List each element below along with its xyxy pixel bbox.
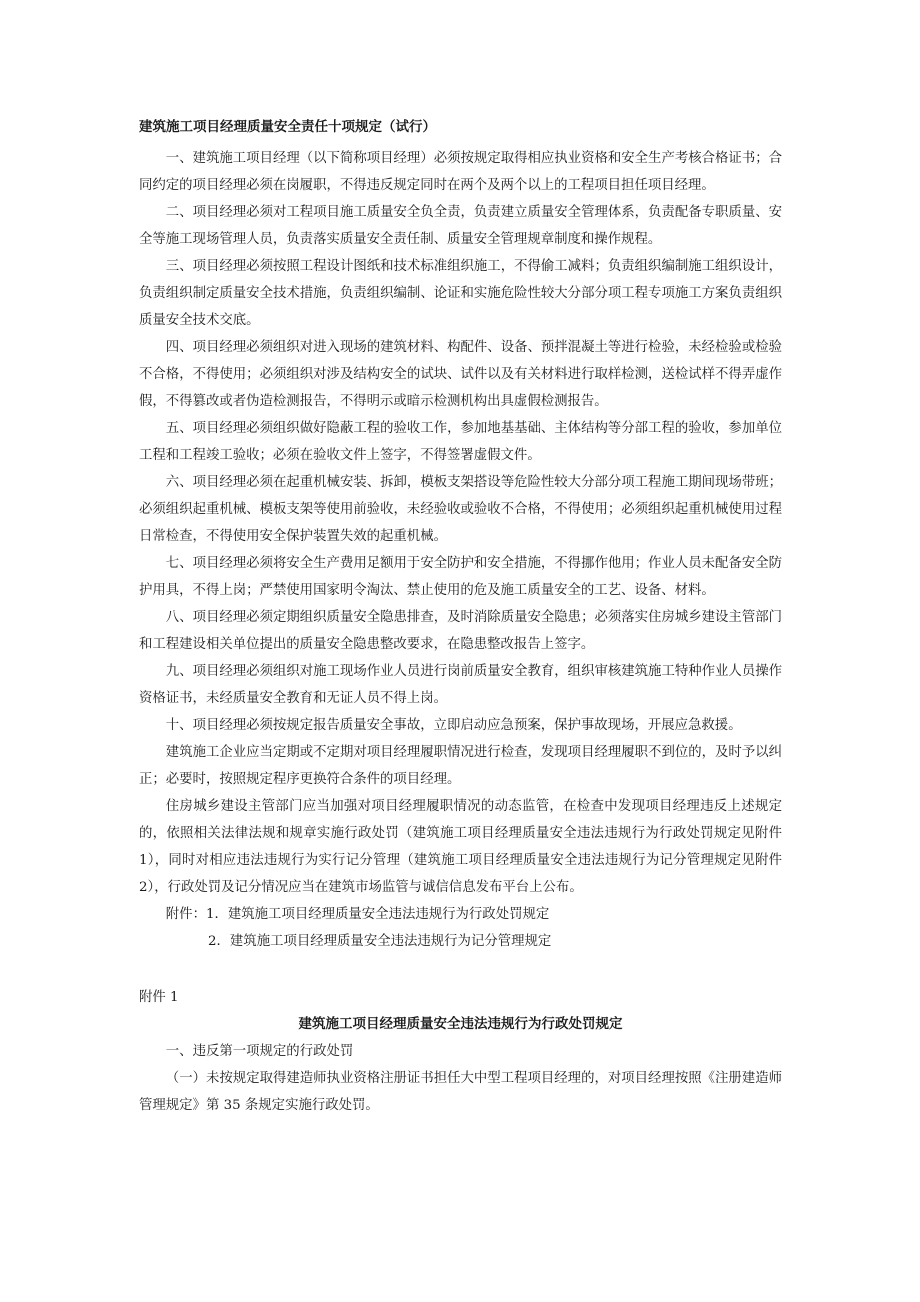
annex-section-heading: 一、违反第一项规定的行政处罚 (165, 1044, 354, 1059)
paragraph-3: 三、项目经理必须按照工程设计图纸和技术标准组织施工，不得偷工减料；负责组织编制施工组织设计，负责组织制定质量安全技术措施，负责组织编制、论证和实施危险性较大分部分项工程专项施工方案负责组织质量安全技术交底。 (139, 259, 782, 328)
attachment-item-2: 2．建筑施工项目经理质量安全违法违规行为记分管理规定 (208, 934, 552, 949)
paragraph-6: 六、项目经理必须在起重机械安装、拆卸，模板支架搭设等危险性较大分部分项工程施工期间现场带班；必须组织起重机械、模板支架等使用前验收，未经验收或验收不合格，不得使用；必须组织起重机械使用过程日常检查，不得使用安全保护装置失效的起重机械。 (139, 475, 782, 544)
paragraph-8: 八、项目经理必须定期组织质量安全隐患排查，及时消除质量安全隐患；必须落实住房城乡建设主管部门和工程建设相关单位提出的质量安全隐患整改要求，在隐患整改报告上签字。 (139, 610, 782, 652)
paragraph-9: 九、项目经理必须组织对施工现场作业人员进行岗前质量安全教育，组织审核建筑施工特种作业人员操作资格证书，未经质量安全教育和无证人员不得上岗。 (139, 664, 782, 706)
paragraph-2: 二、项目经理必须对工程项目施工质量安全负全责，负责建立质量安全管理体系，负责配备专职质量、安全等施工现场管理人员，负责落实质量安全责任制、质量安全管理规章制度和操作规程。 (139, 205, 782, 247)
attachment-item-1: 附件：1．建筑施工项目经理质量安全违法违规行为行政处罚规定 (165, 907, 550, 922)
paragraph-5: 五、项目经理必须组织做好隐蔽工程的验收工作，参加地基基础、主体结构等分部工程的验收，参加单位工程和工程竣工验收；必须在验收文件上签字，不得签署虚假文件。 (139, 421, 782, 463)
paragraph-10: 十、项目经理必须按规定报告质量安全事故，立即启动应急预案，保护事故现场，开展应急救援。 (165, 718, 742, 733)
paragraph-4: 四、项目经理必须组织对进入现场的建筑材料、构配件、设备、预拌混凝土等进行检验，未经检验或检验不合格，不得使用；必须组织对涉及结构安全的试块、试件以及有关材料进行取样检测，送检试样不得弄虚作假，不得篡改或者伪造检测报告，不得明示或暗示检测机构出具虚假检测报告。 (139, 340, 782, 409)
document-page (139, 117, 782, 1119)
paragraph-1: 一、建筑施工项目经理（以下简称项目经理）必须按规定取得相应执业资格和安全生产考核合格证书；合同约定的项目经理必须在岗履职，不得违反规定同时在两个及两个以上的工程项目担任项目经理。 (139, 151, 782, 193)
annex-label: 附件 1 (139, 990, 179, 1005)
annex-title: 建筑施工项目经理质量安全违法违规行为行政处罚规定 (298, 1016, 623, 1032)
paragraph-enterprise-check: 建筑施工企业应当定期或不定期对项目经理履职情况进行检查，发现项目经理履职不到位的，及时予以纠正；必要时，按照规定程序更换符合条件的项目经理。 (139, 745, 782, 787)
annex-paragraph-1: （一）未按规定取得建造师执业资格注册证书担任大中型工程项目经理的，对项目经理按照《注册建造师管理规定》第 35 条规定实施行政处罚。 (139, 1071, 782, 1113)
paragraph-7: 七、项目经理必须将安全生产费用足额用于安全防护和安全措施，不得挪作他用；作业人员未配备安全防护用具，不得上岗；严禁使用国家明令淘汰、禁止使用的危及施工质量安全的工艺、设备、材料。 (139, 556, 782, 598)
document-title: 建筑施工项目经理质量安全责任十项规定（试行） (139, 119, 436, 135)
paragraph-authority-supervision: 住房城乡建设主管部门应当加强对项目经理履职情况的动态监管，在检查中发现项目经理违反上述规定的，依照相关法律法规和规章实施行政处罚（建筑施工项目经理质量安全违法违规行为行政处罚规定见附件 1），同时对相应违法违规行为实行记分管理（建筑施工项目经理质量安全违法违规行为记分管理规定见附件 2），行政处罚及记分情况应当在建筑市场监管与诚信信息发布平台上公布。 (139, 799, 782, 895)
